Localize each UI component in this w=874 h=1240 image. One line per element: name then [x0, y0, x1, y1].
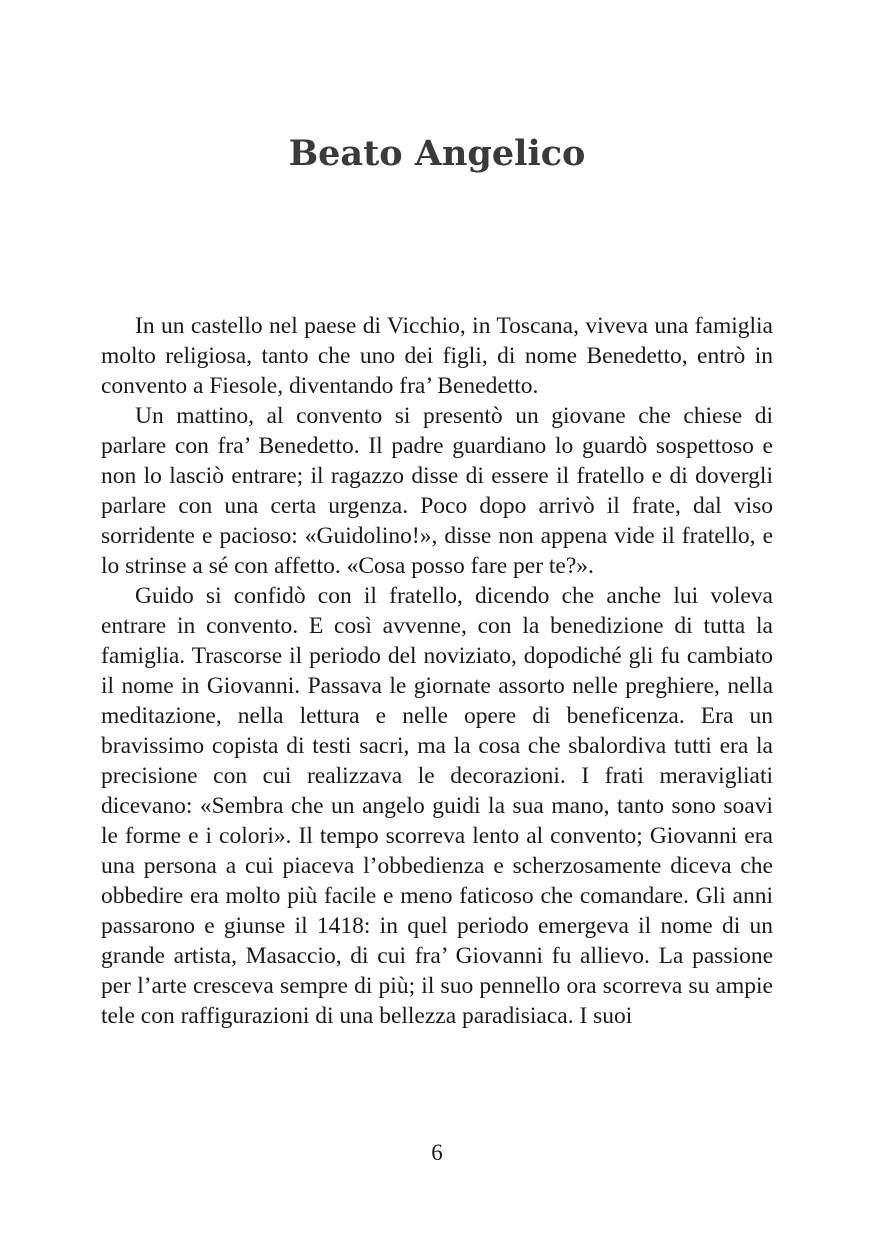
page-title: Beato Angelico	[288, 133, 586, 174]
page-number: 6	[431, 1140, 443, 1165]
paragraph-3: Guido si confidò con il fratello, dicendo che anche lui voleva entrare in convento. E così avvenne, con la benedizione di tutta la famiglia. Trascorse il periodo del noviziato, dopodiché gli fu cambiato il nome in Giovanni. Passava le giornate assorto nelle preghiere, nella meditazione, nella lettura e nelle opere di beneficenza. Era un bravissimo copista di testi sacri, ma la cosa che sbalordiva tutti era la precisione con cui realizzava le decorazioni. I frati meravigliati dicevano: «Sembra che un angelo guidi la sua mano, tanto sono soavi le forme e i colori». Il tempo scorreva lento al convento; Giovanni era una persona a cui piaceva l’obbedienza e scherzosamente diceva che obbedire era molto più facile e meno faticoso che comandare. Gli anni passarono e giunse il 1418: in quel periodo emergeva il nome di un grande artista, Masaccio, di cui fra’ Giovanni fu allievo. La passione per l’arte cresceva sempre di più; il suo pennello ora scorreva su ampie tele con raffigurazioni di una bellezza paradisiaca. I suoi	[101, 583, 773, 1029]
body-text	[101, 311, 773, 1031]
paragraph-1: In un castello nel paese di Vicchio, in Toscana, viveva una famiglia molto religiosa, tanto che uno dei figli, di nome Benedetto, entrò in convento a Fiesole, diventando fra’ Benedetto.	[101, 313, 773, 399]
paragraph-2: Un mattino, al convento si presentò un giovane che chiese di parlare con fra’ Benedetto. Il padre guardiano lo guardò sospettoso e non lo lasciò entrare; il ragazzo disse di essere il fratello e di dovergli parlare con una certa urgenza. Poco dopo arrivò il frate, dal viso sorridente e pacioso: «Guidolino!», disse non appena vide il fratello, e lo strinse a sé con affetto. «Cosa posso fare per te?».	[101, 403, 773, 579]
